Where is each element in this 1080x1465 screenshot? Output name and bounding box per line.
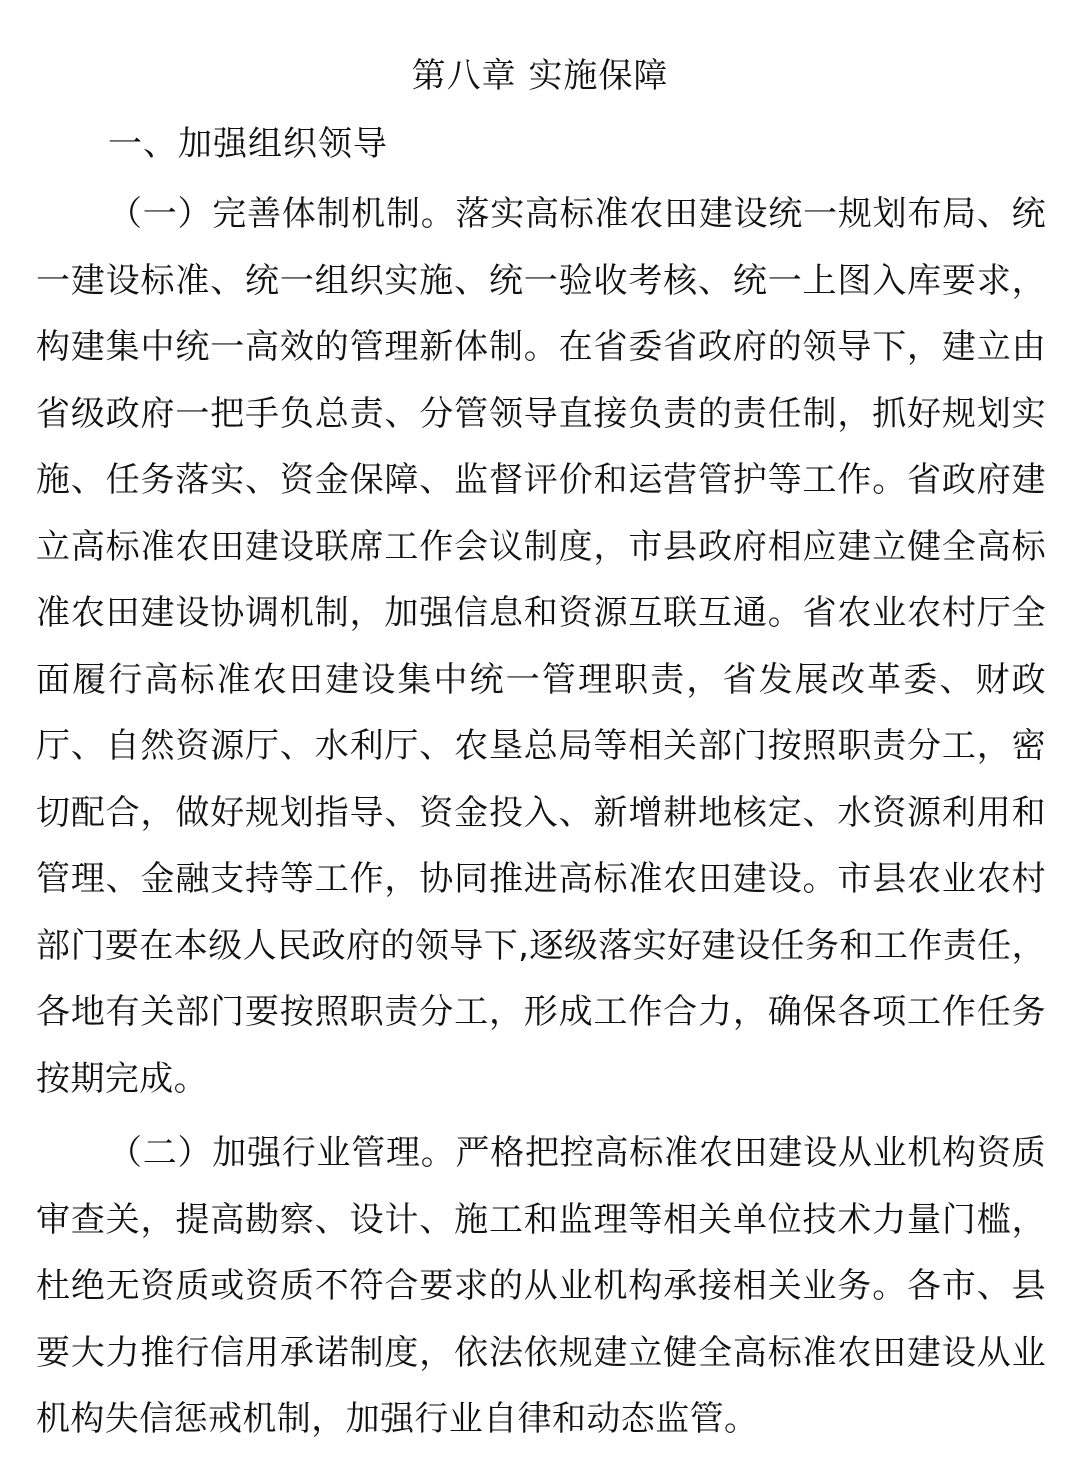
paragraph-industry-management: （二）加强行业管理。严格把控高标准农田建设从业机构资质审查关，提高勘察、设计、施工和监理等相关单位技术力量门槛，杜绝无资质或资质不符合要求的从业机构承接相关业务。各市、县要大力推行信用承诺制度，依法依规建立健全高标准农田建设从业机构失信惩戒机制，加强行业自律和动态监管。 [36, 1133, 1046, 1439]
section-heading: 一、加强组织领导 [108, 124, 388, 164]
paragraph-system-mechanism: （一）完善体制机制。落实高标准农田建设统一规划布局、统一建设标准、统一组织实施、统一验收考核、统一上图入库要求，构建集中统一高效的管理新体制。在省委省政府的领导下，建立由省级政府一把手负总责、分管领导直接负责的责任制，抓好规划实施、任务落实、资金保障、监督评价和运营管护等工作。省政府建立高标准农田建设联席工作会议制度，市县政府相应建立健全高标准农田建设协调机制，加强信息和资源互联互通。省农业农村厅全面履行高标准农田建设集中统一管理职责，省发展改革委、财政厅、自然资源厅、水利厅、农垦总局等相关部门按照职责分工，密切配合，做好规划指导、资金投入、新增耕地核定、水资源利用和管理、金融支持等工作，协同推进高标准农田建设。市县农业农村部门要在本级人民政府的领导下,逐级落实好建设任务和工作责任，各地有关部门要按照职责分工，形成工作合力，确保各项工作任务按期完成。 [36, 194, 1046, 1099]
chapter-title: 第八章 实施保障 [411, 56, 669, 96]
